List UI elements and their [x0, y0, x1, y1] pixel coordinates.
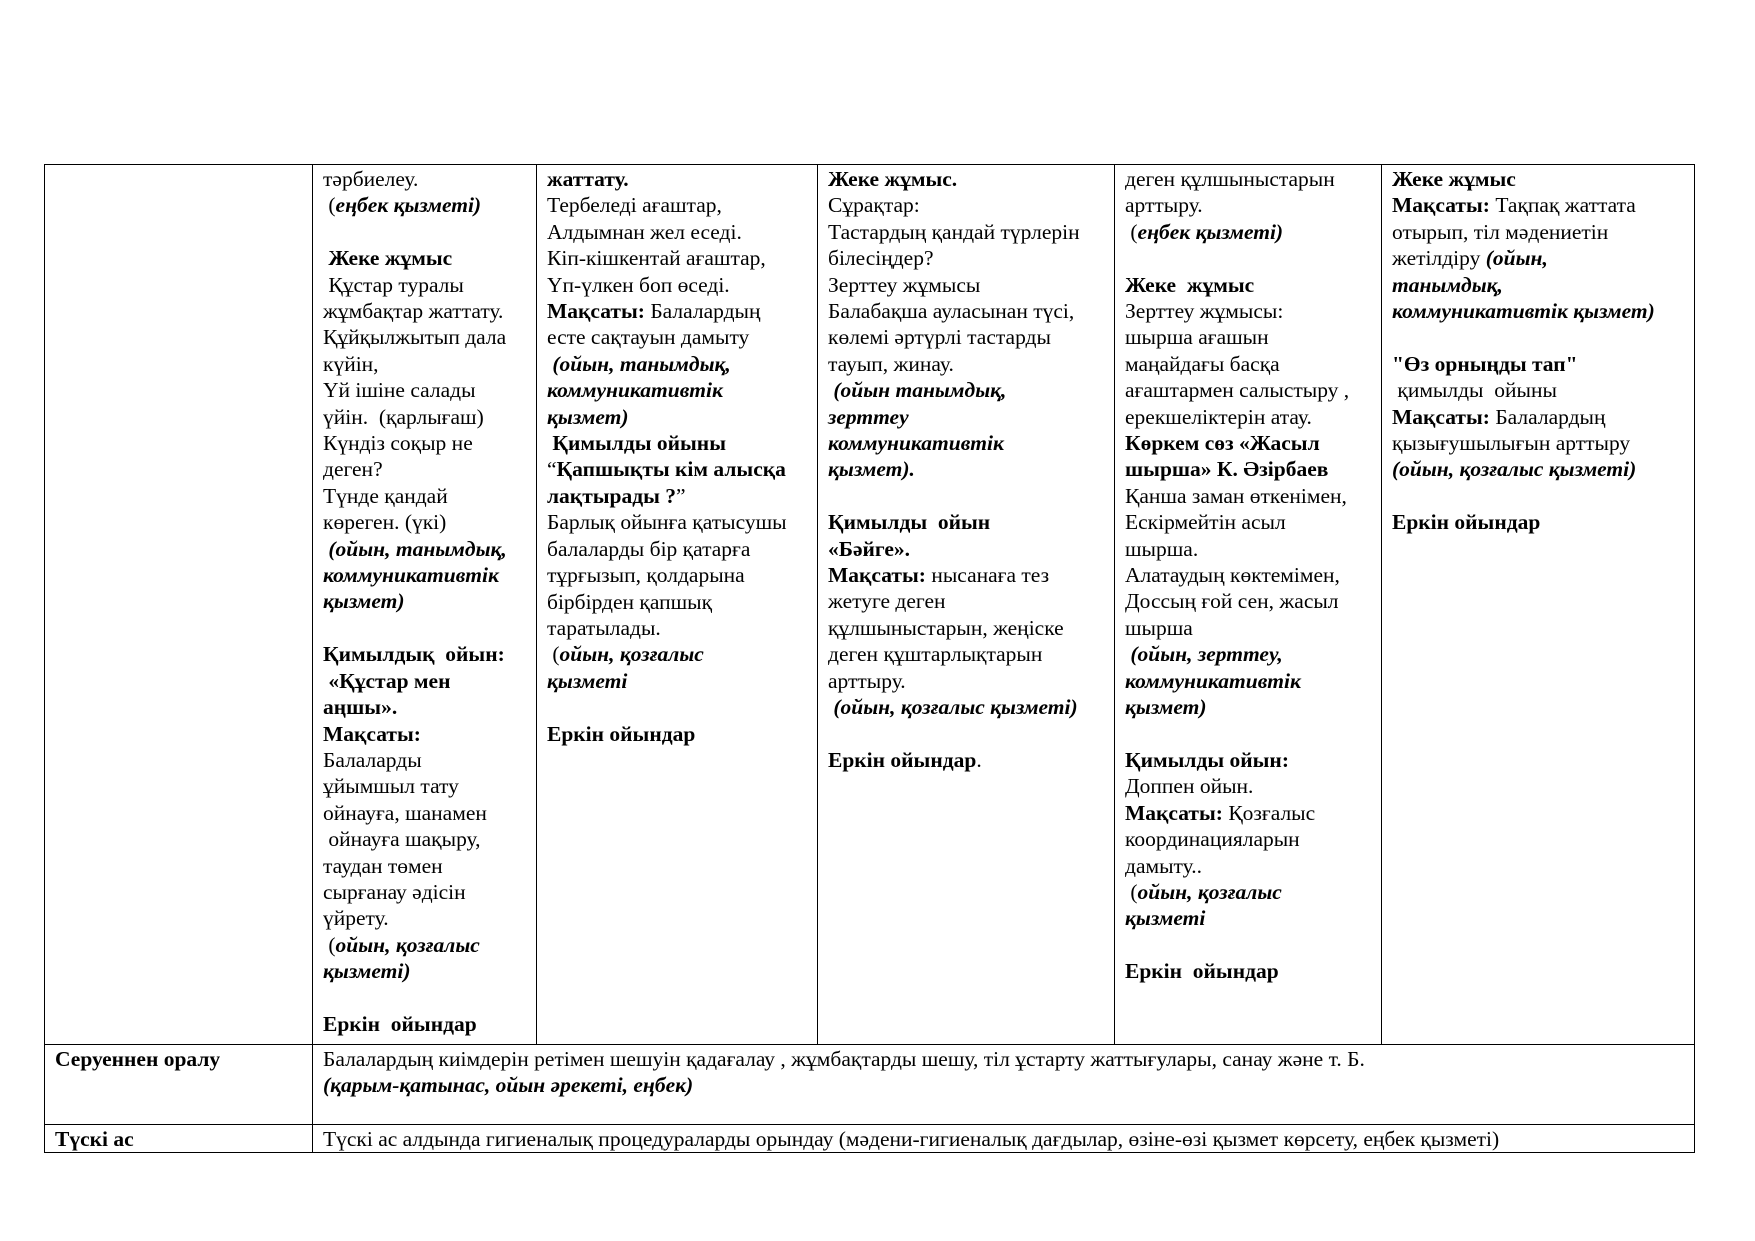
text-run: Тақпақ жаттата [1489, 193, 1636, 218]
text-line [1125, 905, 1371, 931]
text-run: Қапшықты кім алысқа [556, 457, 786, 482]
text-line [1125, 721, 1371, 747]
text-run: құлшыныстарын, жеңіске [828, 615, 1064, 640]
text-run: Түнде қандай [323, 483, 448, 508]
text-line [1392, 483, 1684, 509]
text-line [323, 747, 526, 773]
text-run: “ [547, 457, 557, 482]
text-line [1392, 456, 1684, 482]
text-run: таратылады. [547, 615, 661, 640]
text-run: деген құлшыныстарын [1125, 167, 1335, 191]
text-line [1125, 773, 1371, 799]
text-line [547, 536, 807, 562]
text-line [828, 404, 1104, 430]
day-column-1 [313, 165, 537, 1045]
return-activity: (қарым-қатынас, ойын әрекеті, еңбек) [323, 1073, 694, 1098]
text-run: ойын, қозғалыс [335, 932, 480, 957]
text-run: білесіңдер? [828, 246, 934, 271]
text-line [828, 747, 1104, 773]
text-run: Қозғалыс [1222, 800, 1316, 825]
text-line [547, 589, 807, 615]
text-run: арттыру. [828, 668, 906, 693]
text-run: Қимылды ойын [828, 510, 991, 535]
text-line [828, 166, 1104, 192]
text-run: қызмет) [323, 589, 405, 614]
text-line [323, 219, 526, 245]
text-run: Балалардың [644, 299, 761, 324]
text-run: Қимылдық ойын: [323, 642, 505, 667]
text-run: күйін, [323, 351, 379, 376]
text-line [547, 509, 807, 535]
text-run: Құйқылжытып дала [323, 325, 507, 350]
text-run: координацияларын [1125, 827, 1300, 852]
text-line [323, 905, 526, 931]
text-run: шырша ағашын [1125, 325, 1269, 350]
text-line [323, 985, 526, 1011]
text-run: Кіп-кішкентай ағаштар, [547, 246, 766, 271]
text-line [547, 298, 807, 324]
text-run: Зерттеу жұмысы: [1125, 299, 1284, 324]
text-line [1125, 932, 1371, 958]
text-run: Доссың ғой сен, жасыл [1125, 589, 1339, 614]
text-line [1125, 324, 1371, 350]
text-run: жетуге деген [828, 589, 946, 614]
text-run: қызығушылығын арттыру [1392, 431, 1631, 456]
text-run: Мақсаты: [547, 299, 645, 324]
text-line [547, 641, 807, 667]
text-line [323, 853, 526, 879]
text-line [828, 641, 1104, 667]
day-column-5 [1382, 165, 1695, 1045]
text-line [1125, 483, 1371, 509]
text-line [323, 562, 526, 588]
text-line [547, 694, 807, 720]
text-run: Доппен ойын. [1125, 774, 1254, 799]
text-run: Жеке жұмыс [323, 246, 453, 271]
text-line [547, 615, 807, 641]
lunch-text: Түскі ас алдында гигиеналық процедураларды орындау (мәдени-гигиеналық дағдылар, өзіне-өзі қызмет көрсету, еңбек қызметі) [323, 1127, 1500, 1151]
text-line [547, 192, 807, 218]
text-run: деген құштарлықтарын [828, 642, 1043, 667]
text-run: Мақсаты: [1125, 800, 1223, 825]
text-run: Еркін ойындар [1125, 959, 1279, 984]
text-line [828, 430, 1104, 456]
text-run: балаларды бір қатарға [547, 536, 751, 561]
text-run: ағаштармен салыстыру , [1125, 378, 1350, 403]
text-line [828, 615, 1104, 641]
text-line [828, 721, 1104, 747]
text-line [828, 668, 1104, 694]
text-line [547, 404, 807, 430]
text-line [1125, 219, 1371, 245]
text-line [1125, 562, 1371, 588]
text-line [323, 694, 526, 720]
text-line [1125, 404, 1371, 430]
text-line [1392, 430, 1684, 456]
text-run: (ойын, танымдық, [323, 536, 507, 561]
text-line [547, 483, 807, 509]
text-line [323, 351, 526, 377]
activities-row [45, 165, 1695, 1045]
day-column-4 [1115, 165, 1382, 1045]
text-run: ( [1125, 879, 1138, 904]
text-run: Үй ішіне салады [323, 378, 476, 403]
text-line [323, 958, 526, 984]
text-line [323, 668, 526, 694]
text-line [323, 509, 526, 535]
text-line [1125, 853, 1371, 879]
text-run: нысанаға тез [925, 563, 1050, 588]
text-run: қызмет) [1125, 695, 1207, 720]
text-line [1392, 351, 1684, 377]
text-run: коммуникативтік [323, 563, 499, 588]
text-run: тұрғызып, қолдарына [547, 563, 745, 588]
text-run: еңбек қызметі) [1137, 219, 1284, 244]
day-column-3 [818, 165, 1115, 1045]
text-line [547, 272, 807, 298]
text-line [828, 298, 1104, 324]
text-line [1125, 377, 1371, 403]
text-line [547, 219, 807, 245]
text-line [547, 377, 807, 403]
text-run: Мақсаты: [1392, 193, 1490, 218]
text-run: бірбірден қапшық [547, 589, 713, 614]
text-run: Еркін ойындар [828, 747, 977, 772]
text-line [1125, 456, 1371, 482]
text-run: дамыту.. [1125, 853, 1202, 878]
text-run: (ойын, танымдық, [547, 351, 731, 376]
text-line [1392, 192, 1684, 218]
text-line [1392, 324, 1684, 350]
text-line [828, 219, 1104, 245]
text-line [1392, 272, 1684, 298]
text-line [828, 351, 1104, 377]
text-run: Алдымнан жел еседі. [547, 219, 742, 244]
text-line [323, 166, 526, 192]
text-line [1392, 166, 1684, 192]
text-run: (ойын, қозғалыс қызметі) [828, 695, 1078, 720]
text-run: Ескірмейтін асыл [1125, 510, 1286, 535]
text-line [547, 721, 807, 747]
text-run: "Өз орныңды тап" [1392, 351, 1578, 376]
text-line [323, 483, 526, 509]
text-line [828, 377, 1104, 403]
text-run: еңбек қызметі) [335, 193, 482, 218]
text-line [1125, 694, 1371, 720]
text-run: Қимылды ойыны [547, 431, 726, 456]
text-run: Мақсаты: [323, 721, 421, 746]
text-run: коммуникативтік қызмет) [1392, 299, 1655, 324]
text-line [547, 324, 807, 350]
text-line [547, 245, 807, 271]
text-line [323, 192, 526, 218]
text-run: Қанша заман өткенімен, [1125, 483, 1347, 508]
text-line [1392, 298, 1684, 324]
text-line [323, 800, 526, 826]
text-run: Көркем сөз «Жасыл [1125, 431, 1320, 456]
text-line [323, 773, 526, 799]
text-line [547, 456, 807, 482]
text-run: лақтырады ? [547, 483, 677, 508]
day-column-2 [537, 165, 818, 1045]
text-run: . [976, 747, 982, 772]
text-run: көреген. (үкі) [323, 510, 447, 535]
text-run: жаттату. [547, 167, 629, 191]
return-from-walk-row [45, 1045, 1695, 1125]
text-line [828, 272, 1104, 298]
text-line [828, 456, 1104, 482]
text-line [323, 615, 526, 641]
text-line [1125, 351, 1371, 377]
text-run: ерекшеліктерін атау. [1125, 404, 1312, 429]
text-line [323, 826, 526, 852]
text-run: шырша [1125, 615, 1193, 640]
text-line [1125, 588, 1371, 614]
text-run: «Бәйге». [828, 536, 911, 561]
text-line [547, 668, 807, 694]
text-line [1125, 958, 1371, 984]
text-line [828, 509, 1104, 535]
text-run: ( [1125, 219, 1138, 244]
text-run: (ойын танымдық, [828, 378, 1007, 403]
text-run: Құстар туралы [323, 272, 464, 297]
text-line [828, 536, 1104, 562]
text-run: шырша. [1125, 536, 1199, 561]
text-run: ойнауға шақыру, [323, 827, 481, 852]
text-run: арттыру. [1125, 193, 1203, 218]
text-run: үйрету. [323, 906, 389, 931]
text-line [1125, 298, 1371, 324]
text-run: шырша» К. Әзірбаев [1125, 457, 1329, 482]
text-line [323, 932, 526, 958]
return-description-cell [313, 1045, 1695, 1125]
text-line [1125, 879, 1371, 905]
text-run: (ойын, зерттеу, [1125, 642, 1283, 667]
text-run: Барлық ойынға қатысушы [547, 510, 787, 535]
text-line [1125, 747, 1371, 773]
text-line [1125, 536, 1371, 562]
text-line [547, 351, 807, 377]
text-line [1392, 509, 1684, 535]
text-run: Күндіз соқыр не [323, 431, 473, 456]
text-line [323, 721, 526, 747]
text-run: ойын, қозғалыс [559, 642, 704, 667]
text-run: Балабақша ауласынан түсі, [828, 299, 1075, 324]
text-run: Сұрақтар: [828, 193, 920, 218]
text-run: Үп-үлкен боп өседі. [547, 272, 730, 297]
text-line [323, 641, 526, 667]
text-run: коммуникативтік [1125, 668, 1301, 693]
return-text: Балалардың киімдерін ретімен шешуін қадағалау , жұмбақтарды шешу, тіл ұстарту жаттығулары, санау және т. Б. [323, 1047, 1365, 1071]
text-line [828, 588, 1104, 614]
text-run: Еркін ойындар [547, 721, 696, 746]
text-line [1125, 668, 1371, 694]
text-run: таудан төмен [323, 853, 443, 878]
text-line [323, 1011, 526, 1037]
text-run: ( [323, 193, 336, 218]
text-run: Мақсаты: [828, 563, 926, 588]
text-run: қызметі [547, 668, 628, 693]
text-run: Жеке жұмыс. [828, 167, 958, 191]
text-line [323, 588, 526, 614]
text-run: Балаларды [323, 747, 422, 772]
text-line [828, 483, 1104, 509]
text-run: «Құстар мен [323, 668, 451, 693]
text-run: танымдық, [1392, 272, 1503, 297]
text-line [1392, 245, 1684, 271]
text-line [1125, 245, 1371, 271]
text-run: тәрбиелеу. [323, 167, 419, 191]
text-line [1125, 800, 1371, 826]
text-run: Еркін ойындар [323, 1011, 477, 1036]
text-line [1125, 615, 1371, 641]
text-line [547, 562, 807, 588]
text-run: тауып, жинау. [828, 351, 954, 376]
text-line [323, 536, 526, 562]
text-run: Тербеледі ағаштар, [547, 193, 722, 218]
text-line [547, 430, 807, 456]
text-run: маңайдағы басқа [1125, 351, 1280, 376]
text-line [1392, 404, 1684, 430]
text-line [1125, 272, 1371, 298]
text-line [828, 245, 1104, 271]
text-run: зерттеу [828, 404, 909, 429]
text-run: Балалардың [1489, 404, 1606, 429]
text-run: Зерттеу жұмысы [828, 272, 981, 297]
text-line [828, 694, 1104, 720]
text-run: сырғанау әдісін [323, 879, 466, 904]
text-run: (ойын, [1485, 246, 1548, 271]
text-line [323, 245, 526, 271]
text-line [1125, 826, 1371, 852]
text-line [323, 377, 526, 403]
text-run: Қимылды ойын: [1125, 747, 1289, 772]
text-run: Алатаудың көктемімен, [1125, 563, 1340, 588]
text-run: Тастардың қандай түрлерін [828, 219, 1080, 244]
text-run: жұмбақтар жаттату. [323, 299, 504, 324]
text-run: ( [323, 932, 336, 957]
text-line [1392, 377, 1684, 403]
text-run: көлемі әртүрлі тастарды [828, 325, 1051, 350]
text-line [1125, 430, 1371, 456]
text-line [547, 166, 807, 192]
text-run: қимылды ойыны [1392, 378, 1557, 403]
text-run: деген? [323, 457, 383, 482]
row-label-lunch: Түскі ас [45, 1125, 313, 1153]
text-line [1392, 219, 1684, 245]
text-run: отырып, тіл мәдениетін [1392, 219, 1609, 244]
text-run: ұйымшыл тату [323, 774, 459, 799]
text-run: Жеке жұмыс [1392, 167, 1516, 191]
text-line [1125, 192, 1371, 218]
text-line [323, 272, 526, 298]
empty-label-cell [45, 165, 313, 1045]
text-line [1125, 641, 1371, 667]
text-line [323, 324, 526, 350]
text-line [828, 562, 1104, 588]
text-line [323, 879, 526, 905]
text-run: жетілдіру [1392, 246, 1486, 271]
text-line [323, 456, 526, 482]
text-run: қызмет). [828, 457, 915, 482]
text-run: ойнауға, шанамен [323, 800, 487, 825]
text-line [1125, 166, 1371, 192]
text-run: Мақсаты: [1392, 404, 1490, 429]
text-line [323, 404, 526, 430]
text-line [1125, 509, 1371, 535]
text-run: ойын, қозғалыс [1137, 879, 1282, 904]
text-run: үйін. (қарлығаш) [323, 404, 484, 429]
text-run: (ойын, қозғалыс қызметі) [1392, 457, 1637, 482]
text-line [323, 298, 526, 324]
text-run: есте сақтауын дамыту [547, 325, 750, 350]
plan-table [44, 164, 1695, 1153]
text-line [828, 192, 1104, 218]
text-run: қызметі) [323, 959, 411, 984]
lunch-row [45, 1125, 1695, 1153]
text-run: ” [676, 483, 686, 508]
text-run: қызметі [1125, 906, 1206, 931]
text-run: коммуникативтік [547, 378, 723, 403]
text-run: Еркін ойындар [1392, 510, 1541, 535]
text-run: қызмет) [547, 404, 629, 429]
text-run: Жеке жұмыс [1125, 272, 1255, 297]
text-line [323, 430, 526, 456]
text-run: аңшы». [323, 695, 398, 720]
row-label-return: Серуеннен оралу [45, 1045, 313, 1125]
text-run: ( [547, 642, 560, 667]
text-line [828, 324, 1104, 350]
text-run: коммуникативтік [828, 431, 1004, 456]
lunch-description-cell [313, 1125, 1695, 1153]
